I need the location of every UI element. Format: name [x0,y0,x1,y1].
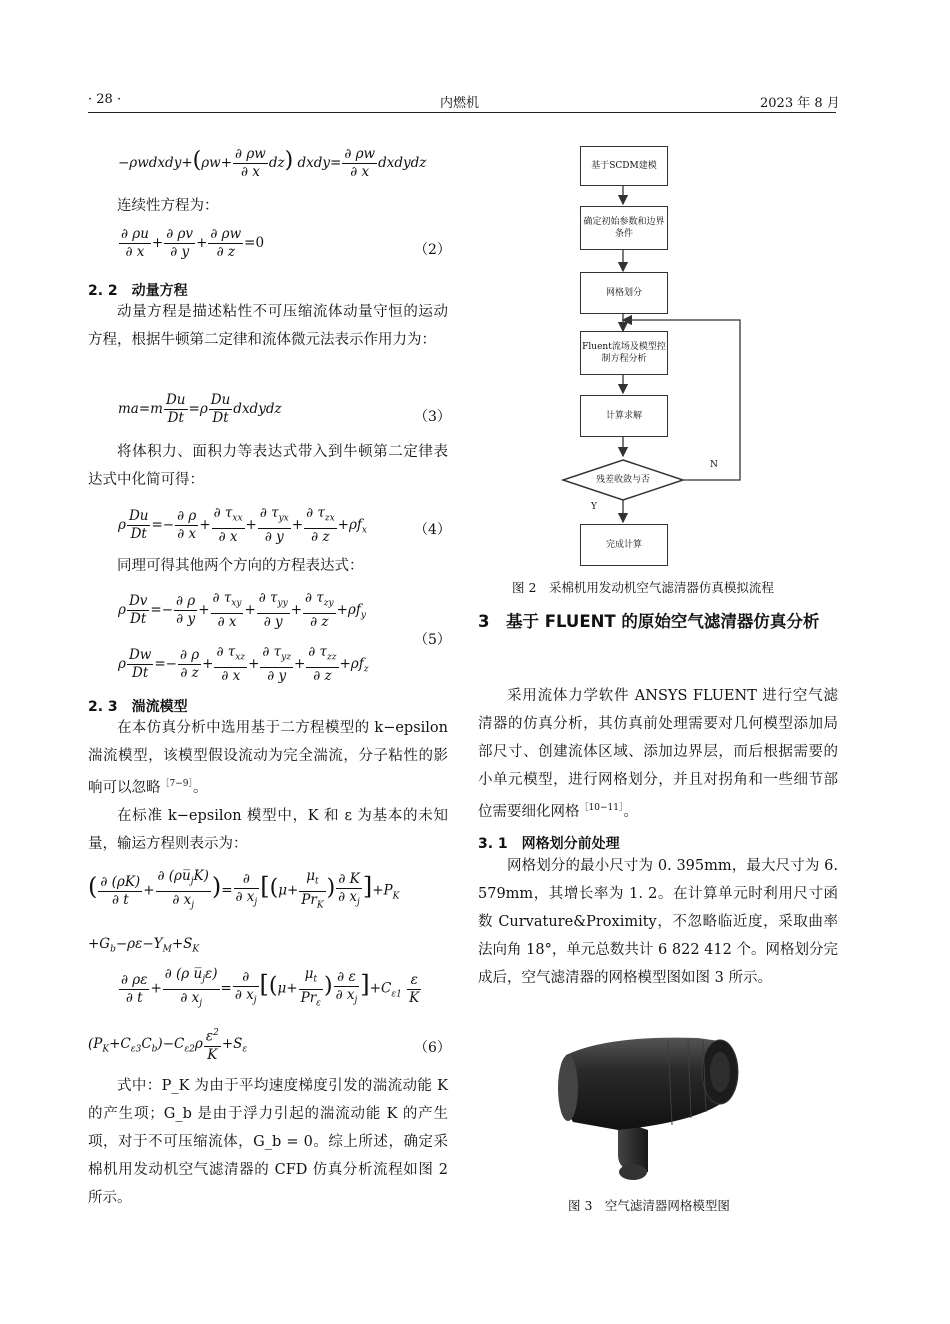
equation-5-number: （5） [414,632,451,648]
equation-3-number: （3） [414,409,451,425]
journal-name: 内燃机 [440,96,480,111]
header-rule [88,112,836,113]
section-2-2-heading: 2. 2 动量方程 [88,283,188,299]
flow-no-label: N [710,460,718,470]
equation-3: ma=m $\frac{Du}{Dt}$ =ρ $\frac{Du}{Dt}$ dxdydz [118,392,282,426]
equation-2: $\frac{\partial \rho u}{\partial x}$ + $\frac{\partial \rho v}{\partial y}$ + $\frac{\partial \rho w}{\partial z}$ =0 [121,226,265,260]
page-number: · 28 · [88,92,122,107]
flow-step-modeling: 基于SCDM建模 [580,146,668,186]
flow-step-initial-params: 确定初始参数和边界条件 [580,206,668,250]
momentum-paragraph: 动量方程是描述粘性不可压缩流体动量守恒的运动方程，根据牛顿第二定律和流体微元法表示作用力为： [88,304,448,348]
section-3-1-paragraph: 网格划分的最小尺寸为 0. 395mm，最大尺寸为 6. 579mm，其增长率为 1. 2。在计算单元时利用尺寸函数 Curvature&Proximity，不忽略临近度，采取曲率法向角 18°，单元总数共计 6 822 412 个。网格划分完成后，空气滤清器的网格模型图如图 3 所示。 [478,858,838,986]
flow-yes-label: Y [591,502,597,512]
equation-6c: $\frac{\partial \rho\varepsilon}{\partial t}$ + $\frac{\partial (\rho u̅_j\varepsilon)}{\partial x_j}$ = $\frac{\partial}{\partial x_j}$ [(μ+ $\frac{\mu_t}{Pr_\varepsilon}$ ) $\frac{\partial \varepsilon}{\partial x_j}$ ]$+C_{\varepsilon 1}$ $\frac{\varepsilon}{K}$ [121,966,420,1009]
section-2-3-heading: 2. 3 湍流模型 [88,699,188,715]
section-3-1-heading: 3. 1 网格划分前处理 [478,836,620,852]
equation-5b: ρ $\frac{Dw}{Dt}$ =− $\frac{\partial \rho}{\partial z}$ + $\frac{\partial \tau_{xz}}{\partial x}$ + $\frac{\partial \tau_{yz}}{\partial y}$ + $\frac{\partial \tau_{zz}}{\partial z}$ $+\rho f_z$ [118,644,369,684]
continuity-label: 连续性方程为： [117,198,219,214]
equation-5a: ρ $\frac{Dv}{Dt}$ =− $\frac{\partial \rho}{\partial y}$ + $\frac{\partial \tau_{xy}}{\partial x}$ + $\frac{\partial \tau_{yy}}{\partial y}$ + $\frac{\partial \tau_{zy}}{\partial z}$ $+\rho f_y$ [118,590,366,630]
section-3-paragraph: 采用流体力学软件 ANSYS FLUENT 进行空气滤清器的仿真分析，其仿真前处理需要对几何模型添加局部尺寸、创建流体区域、添加边界层，而后根据需要的小单元模型，进行网格划分，并且对拐角和一些细节部位需要细化网格$^{[10-11]}$。 [478,688,838,820]
turbulence-paragraph-1: 在本仿真分析中选用基于二方程模型的 k−epsilon 湍流模型，该模型假设流动为完全湍流，分子粘性的影响可以忽略$^{[7-9]}$。 [88,720,448,796]
mesh-model-image [548,1030,748,1190]
flow-step-solve: 计算求解 [580,395,668,437]
flow-step-meshing: 网格划分 [580,272,668,314]
equation-6-number: （6） [414,1040,451,1056]
section-3-heading: 3 基于 FLUENT 的原始空气滤清器仿真分析 [478,612,820,631]
figure-2-caption: 图 2 采棉机用发动机空气滤清器仿真模拟流程 [512,580,774,595]
equation-6b: $+G_b-\rho\varepsilon-Y_M+S_K$ [88,936,200,955]
substitute-paragraph: 将体积力、面积力等表达式带入到牛顿第二定律表达式中化简可得： [88,444,448,488]
equation-6d: $(P_K+C_{\varepsilon 3}C_b)-C_{\varepsilon 2}\rho$ $\frac{\varepsilon^2}{K}$ $+S_\varepsilon$ [88,1025,247,1064]
figure-3-caption: 图 3 空气滤清器网格模型图 [568,1198,730,1213]
equation-continuation: −ρwdxdy+(ρw+ $\frac{\partial \rho w}{\partial x}$ dz) dxdy= $\frac{\partial \rho w}{\partial x}$ dxdydz [118,146,427,180]
turbulence-paragraph-2: 在标准 k−epsilon 模型中，K 和 ε 为基本的未知量，输运方程则表示为： [88,808,448,852]
equation-2-number: （2） [414,242,451,258]
flow-decision-label: 残差收敛与否 [595,475,650,485]
issue-date: 2023 年 8 月 [760,96,840,111]
flow-step-complete: 完成计算 [580,524,668,566]
similar-paragraph: 同理可得其他两个方向的方程表达式： [117,558,364,574]
flow-step-fluent-analysis: Fluent流场及模型控制方程分析 [580,331,668,375]
where-paragraph: 式中：P_K 为由于平均速度梯度引发的湍流动能 K 的产生项；G_b 是由于浮力引起的湍流动能 K 的产生项，对于不可压缩流体，G_b = 0。综上所述，确定采棉机用发动机空气滤清器的 CFD 仿真分析流程如图 2 所示。 [88,1078,448,1206]
equation-6a: ( $\frac{\partial (\rho K)}{\partial t}$ + $\frac{\partial (\rho u̅_jK)}{\partial x_j}$ )= $\frac{\partial}{\partial x_j}$ [(μ+ $\frac{\mu_t}{Pr_K}$ ) $\frac{\partial K}{\partial x_j}$ ]$+P_K$ [88,868,400,911]
equation-4-number: （4） [414,522,451,538]
equation-4: ρ $\frac{Du}{Dt}$ =− $\frac{\partial \rho}{\partial x}$ + $\frac{\partial \tau_{xx}}{\partial x}$ + $\frac{\partial \tau_{yx}}{\partial y}$ + $\frac{\partial \tau_{zx}}{\partial z}$ $+\rho f_x$ [118,505,367,545]
